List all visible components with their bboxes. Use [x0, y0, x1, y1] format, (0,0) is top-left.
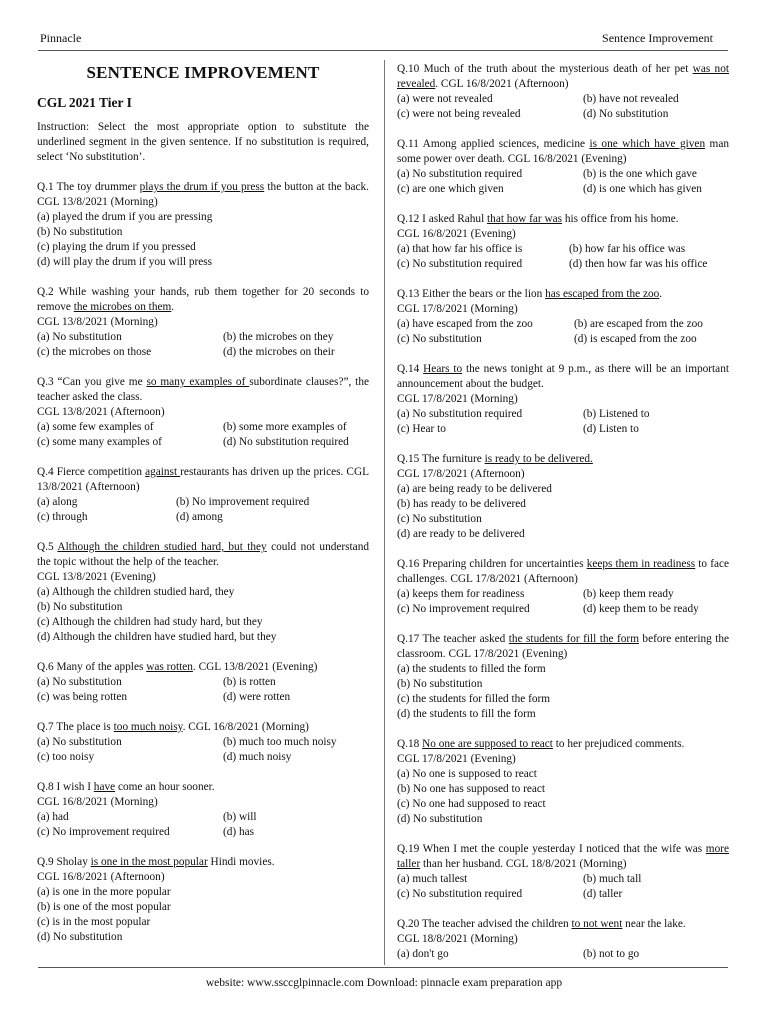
option-row	[397, 257, 729, 272]
stem-text: Q.15 The furniture	[397, 453, 485, 465]
option-row	[37, 495, 369, 510]
question-stem	[37, 540, 369, 570]
underlined-segment: is one which have given	[589, 138, 706, 150]
underlined-segment: Although the children studied hard, but they	[57, 541, 267, 553]
stem-text: . CGL 13/8/2021 (Evening)	[192, 661, 318, 673]
page-title: SENTENCE IMPROVEMENT	[86, 63, 320, 82]
option-d[interactable]: (d) is one which has given	[583, 183, 702, 195]
question-15	[397, 452, 729, 542]
option-b[interactable]: (b) No one has supposed to react	[397, 783, 546, 795]
option-row	[37, 345, 369, 360]
option-row	[397, 587, 729, 602]
underlined-segment: the microbes on them	[73, 301, 172, 313]
underlined-segment: too much noisy	[113, 721, 183, 733]
option-d[interactable]: (d) then how far was his office	[569, 258, 708, 270]
stem-text: Q.12 I asked Rahul	[397, 213, 488, 225]
stem-text: before entering the classroom. CGL 17/8/2021 (Evening)	[397, 633, 730, 660]
stem-text: Q.10 Much of the truth about the mysterious death of her pet	[397, 63, 693, 75]
option-d[interactable]: (d) taller	[583, 888, 623, 900]
stem-text: Q.14	[397, 363, 424, 375]
exam-reference: CGL 13/8/2021 (Morning)	[37, 316, 158, 328]
option-row	[397, 602, 729, 617]
option-c[interactable]: (c) some many examples of	[37, 436, 162, 448]
underlined-segment: keeps them in readiness	[586, 558, 696, 570]
question-14	[397, 362, 729, 437]
column-divider	[384, 60, 385, 965]
option-d[interactable]: (d) were rotten	[223, 691, 291, 703]
question-1	[37, 180, 369, 270]
option-c[interactable]: (c) Hear to	[397, 423, 446, 435]
underlined-segment: No one are supposed to react	[422, 738, 553, 750]
question-stem	[397, 632, 729, 662]
option-a[interactable]: (a) much tallest	[397, 873, 468, 885]
question-stem	[397, 287, 729, 302]
stem-text: come an hour sooner.	[115, 781, 215, 793]
option-c[interactable]: (c) the microbes on those	[37, 346, 152, 358]
question-stem	[37, 180, 369, 210]
option-c[interactable]: (c) the students for filled the form	[397, 693, 551, 705]
question-stem	[397, 452, 729, 467]
stem-text: . CGL 16/8/2021 (Afternoon)	[435, 78, 569, 90]
option-a[interactable]: (a) No one is supposed to react	[397, 768, 537, 780]
underlined-segment: Hears to	[423, 363, 463, 375]
question-8	[37, 780, 369, 840]
option-d[interactable]: (d) the microbes on their	[223, 346, 335, 358]
question-7	[37, 720, 369, 765]
stem-text: his office from his home.	[562, 213, 679, 225]
exam-reference: CGL 18/8/2021 (Morning)	[397, 933, 518, 945]
option-row	[37, 675, 369, 690]
stem-text: . CGL 16/8/2021 (Morning)	[182, 721, 309, 733]
option-b[interactable]: (b) Listened to	[583, 408, 650, 420]
option-b[interactable]: (b) No substitution	[397, 678, 483, 690]
stem-text: could not understand the topic without the help of the teacher.	[37, 541, 369, 568]
instruction-text: Instruction: Select the most appropriate option to substitute the underlined segment in the given sentence. If no substitution is required, select ‘No substitution’.	[37, 121, 369, 163]
header-topic: Sentence Improvement	[602, 31, 713, 45]
option-b[interactable]: (b) keep them ready	[583, 588, 674, 600]
stem-text: Q.5	[37, 541, 58, 553]
question-20	[397, 917, 729, 962]
option-c[interactable]: (c) No substitution	[397, 513, 482, 525]
option-d[interactable]: (d) has	[223, 826, 255, 838]
stem-text: Hindi movies.	[207, 856, 275, 868]
option-row	[37, 735, 369, 750]
option-row	[37, 825, 369, 840]
question-2	[37, 285, 369, 360]
option-row	[397, 887, 729, 902]
option-row	[397, 947, 729, 962]
question-stem	[397, 137, 729, 167]
option-a[interactable]: (a) No substitution required	[397, 408, 523, 420]
option-b[interactable]: (b) No substitution	[37, 601, 123, 613]
option-d[interactable]: (d) among	[176, 511, 223, 523]
option-b[interactable]: (b) is one of the most popular	[37, 901, 171, 913]
option-b[interactable]: (b) not to go	[583, 948, 640, 960]
option-row	[397, 422, 729, 437]
option-a[interactable]: (a) are being ready to be delivered	[397, 483, 552, 495]
option-row	[397, 167, 729, 182]
option-c[interactable]: (c) No substitution	[397, 333, 482, 345]
option-a[interactable]: (a) some few examples of	[37, 421, 154, 433]
stem-text: Q.16 Preparing children for uncertainties	[397, 558, 587, 570]
exam-reference: CGL 16/8/2021 (Morning)	[37, 796, 158, 808]
option-a[interactable]: (a) is one in the more popular	[37, 886, 171, 898]
question-list-left	[37, 180, 369, 945]
underlined-segment: more taller	[397, 843, 729, 870]
option-c[interactable]: (c) were not being revealed	[397, 108, 521, 120]
option-a[interactable]: (a) had	[37, 811, 69, 823]
question-10	[397, 62, 729, 122]
stem-text: Q.9 Sholay	[37, 856, 91, 868]
underlined-segment: is ready to be delivered.	[484, 453, 593, 465]
option-row	[397, 872, 729, 887]
stem-text: Q.6 Many of the apples	[37, 661, 147, 673]
option-b[interactable]: (b) will	[223, 811, 257, 823]
stem-text: restaurants has driven up the prices. CGL 13/8/2021 (Afternoon)	[37, 466, 370, 493]
underlined-segment: was rotten	[146, 661, 193, 673]
option-c[interactable]: (c) No improvement required	[37, 826, 170, 838]
underlined-segment: the students for fill the form	[508, 633, 639, 645]
question-stem	[397, 212, 729, 227]
option-a[interactable]: (a) were not revealed	[397, 93, 493, 105]
question-16	[397, 557, 729, 617]
option-row	[397, 242, 729, 257]
question-stem	[37, 465, 369, 495]
option-d[interactable]: (d) will play the drum if you will press	[37, 256, 213, 268]
option-c[interactable]: (c) No improvement required	[397, 603, 530, 615]
stem-text: .	[659, 288, 663, 300]
option-row	[37, 810, 369, 825]
option-b[interactable]: (b) has ready to be delivered	[397, 498, 526, 510]
option-c[interactable]: (c) playing the drum if you pressed	[37, 241, 196, 253]
question-9	[37, 855, 369, 945]
stem-text: to face challenges. CGL 17/8/2021 (Afternoon)	[397, 558, 729, 585]
option-row	[397, 107, 729, 122]
question-18	[397, 737, 729, 827]
stem-text: the button at the back. CGL 13/8/2021 (Morning)	[37, 181, 369, 208]
underlined-segment: that how far was	[487, 213, 563, 225]
option-c[interactable]: (c) are one which given	[397, 183, 504, 195]
stem-text: Q.20 The teacher advised the children	[397, 918, 572, 930]
question-5	[37, 540, 369, 645]
option-c[interactable]: (c) was being rotten	[37, 691, 128, 703]
exam-reference: CGL 17/8/2021 (Afternoon)	[397, 468, 525, 480]
footer-rule	[38, 967, 728, 968]
option-a[interactable]: (a) don't go	[397, 948, 449, 960]
stem-text: Q.11 Among applied sciences, medicine	[397, 138, 590, 150]
question-4	[37, 465, 369, 525]
option-b[interactable]: (b) No substitution	[37, 226, 123, 238]
option-b[interactable]: (b) some more examples of	[223, 421, 347, 433]
option-b[interactable]: (b) much tall	[583, 873, 642, 885]
option-b[interactable]: (b) No improvement required	[176, 496, 310, 508]
option-c[interactable]: (c) No substitution required	[397, 258, 523, 270]
stem-text: .	[171, 301, 175, 313]
question-17	[397, 632, 729, 722]
stem-text: Q.17 The teacher asked	[397, 633, 509, 645]
option-d[interactable]: (d) Although the children have studied hard, but they	[37, 631, 277, 643]
question-stem	[37, 855, 369, 870]
option-b[interactable]: (b) are escaped from the zoo	[574, 318, 703, 330]
question-stem	[37, 720, 369, 735]
option-a[interactable]: (a) No substitution	[37, 676, 122, 688]
question-list-right	[397, 62, 729, 962]
question-stem	[397, 737, 729, 752]
option-d[interactable]: (d) is escaped from the zoo	[574, 333, 697, 345]
header-rule	[38, 50, 728, 51]
footer-text: website: www.ssccglpinnacle.com Download: pinnacle exam preparation app	[205, 977, 563, 989]
underlined-segment: is one in the most popular	[90, 856, 208, 868]
stem-text: Q.18	[397, 738, 423, 750]
stem-text: Q.4 Fierce competition	[37, 466, 146, 478]
option-d[interactable]: (d) are ready to be delivered	[397, 528, 525, 540]
option-b[interactable]: (b) much too much noisy	[223, 736, 337, 748]
question-stem	[397, 557, 729, 587]
question-stem	[37, 780, 369, 795]
stem-text: Q.1 The toy drummer	[37, 181, 140, 193]
stem-text: Q.2 While washing your hands, rub them together for 20 seconds to remove	[37, 286, 369, 313]
stem-text: Q.3 “Can you give me	[37, 376, 147, 388]
option-d[interactable]: (d) No substitution	[37, 931, 123, 943]
question-12	[397, 212, 729, 272]
left-column	[37, 62, 369, 960]
exam-reference: CGL 17/8/2021 (Morning)	[397, 393, 518, 405]
exam-reference: CGL 17/8/2021 (Morning)	[397, 303, 518, 315]
option-b[interactable]: (b) how far his office was	[569, 243, 686, 255]
question-stem	[37, 660, 369, 675]
option-a[interactable]: (a) played the drum if you are pressing	[37, 211, 213, 223]
option-a[interactable]: (a) No substitution	[37, 736, 122, 748]
option-d[interactable]: (d) the students to fill the form	[397, 708, 536, 720]
option-row	[37, 420, 369, 435]
option-b[interactable]: (b) have not revealed	[583, 93, 679, 105]
option-c[interactable]: (c) No substitution required	[397, 888, 523, 900]
exam-reference: CGL 16/8/2021 (Afternoon)	[37, 871, 165, 883]
question-stem	[397, 917, 729, 932]
option-b[interactable]: (b) the microbes on they	[223, 331, 334, 343]
option-c[interactable]: (c) Although the children had study hard, but they	[37, 616, 263, 628]
section-subtitle: CGL 2021 Tier I	[37, 95, 132, 110]
option-row	[37, 690, 369, 705]
option-row	[37, 330, 369, 345]
option-row	[37, 750, 369, 765]
option-a[interactable]: (a) keeps them for readiness	[397, 588, 525, 600]
stem-text: Q.19 When I met the couple yesterday I noticed that the wife was	[397, 843, 706, 855]
option-c[interactable]: (c) through	[37, 511, 88, 523]
option-d[interactable]: (d) Listen to	[583, 423, 639, 435]
stem-text: subordinate clauses?”, the teacher asked the class.	[37, 376, 369, 403]
question-stem	[397, 842, 729, 872]
stem-text: than her husband. CGL 18/8/2021 (Morning)	[420, 858, 627, 870]
stem-text: the news tonight at 9 p.m., as there will be an important announcement about the budget.	[397, 363, 729, 390]
exam-reference: CGL 13/8/2021 (Afternoon)	[37, 406, 165, 418]
underlined-segment: against	[145, 466, 181, 478]
option-a[interactable]: (a) have escaped from the zoo	[397, 318, 533, 330]
question-stem	[37, 375, 369, 405]
option-row	[37, 510, 369, 525]
underlined-segment: has escaped from the zoo	[545, 288, 660, 300]
stem-text: Q.8 I wish I	[37, 781, 94, 793]
option-d[interactable]: (d) No substitution	[583, 108, 669, 120]
question-stem	[397, 62, 729, 92]
option-d[interactable]: (d) keep them to be ready	[583, 603, 699, 615]
underlined-segment: was not revealed	[397, 63, 729, 90]
question-11	[397, 137, 729, 197]
exam-reference: CGL 16/8/2021 (Evening)	[397, 228, 516, 240]
underlined-segment: to not went	[571, 918, 623, 930]
option-d[interactable]: (d) No substitution required	[223, 436, 349, 448]
option-b[interactable]: (b) is the one which gave	[583, 168, 697, 180]
stem-text: to her prejudiced comments.	[552, 738, 685, 750]
stem-text: near the lake.	[622, 918, 686, 930]
option-a[interactable]: (a) Although the children studied hard, they	[37, 586, 235, 598]
option-row	[397, 182, 729, 197]
stem-text: Q.13 Either the bears or the lion	[397, 288, 546, 300]
underlined-segment: have	[93, 781, 116, 793]
option-row	[397, 317, 729, 332]
option-b[interactable]: (b) is rotten	[223, 676, 276, 688]
option-a[interactable]: (a) No substitution required	[397, 168, 523, 180]
question-stem	[397, 362, 729, 392]
underlined-segment: so many examples of	[146, 376, 250, 388]
option-d[interactable]: (d) No substitution	[397, 813, 483, 825]
option-a[interactable]: (a) along	[37, 496, 78, 508]
option-row	[397, 92, 729, 107]
stem-text: man some power over death. CGL 16/8/2021 (Evening)	[397, 138, 729, 165]
option-a[interactable]: (a) the students to filled the form	[397, 663, 546, 675]
option-d[interactable]: (d) much noisy	[223, 751, 292, 763]
question-13	[397, 287, 729, 347]
option-row	[397, 332, 729, 347]
question-19	[397, 842, 729, 902]
option-a[interactable]: (a) No substitution	[37, 331, 122, 343]
option-row	[37, 435, 369, 450]
question-6	[37, 660, 369, 705]
right-column	[397, 62, 729, 977]
option-c[interactable]: (c) too noisy	[37, 751, 95, 763]
question-3	[37, 375, 369, 450]
option-c[interactable]: (c) is in the most popular	[37, 916, 151, 928]
underlined-segment: plays the drum if you press	[139, 181, 265, 193]
question-stem	[37, 285, 369, 315]
exam-reference: CGL 17/8/2021 (Evening)	[397, 753, 516, 765]
exam-reference: CGL 13/8/2021 (Evening)	[37, 571, 156, 583]
option-c[interactable]: (c) No one had supposed to react	[397, 798, 546, 810]
option-a[interactable]: (a) that how far his office is	[397, 243, 523, 255]
stem-text: Q.7 The place is	[37, 721, 114, 733]
option-row	[397, 407, 729, 422]
header-brand: Pinnacle	[40, 31, 82, 45]
